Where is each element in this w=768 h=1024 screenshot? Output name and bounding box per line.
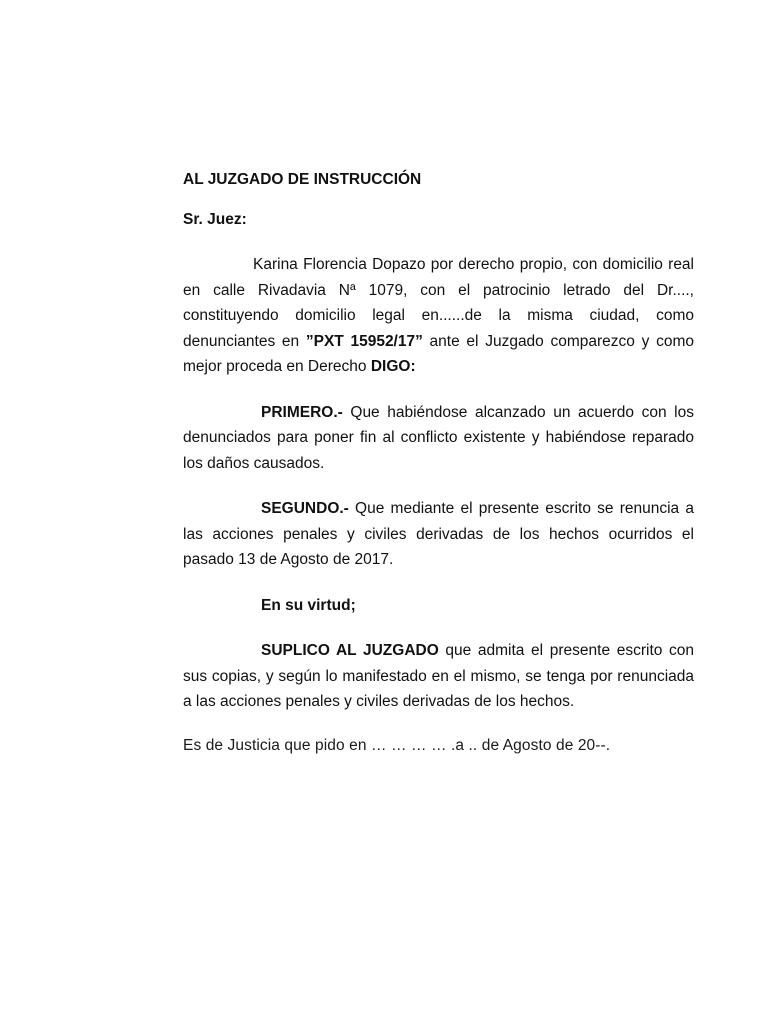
- salutation: Sr. Juez:: [183, 211, 247, 228]
- digo-label: DIGO:: [370, 358, 416, 375]
- segundo-paragraph: [183, 496, 694, 573]
- suplico-paragraph: [183, 638, 694, 715]
- intro-text-a: Karina Florencia Dopazo por derecho propio, con domicilio real en calle Rivadavia Nª 1079, con el patrocinio letrado del Dr...., constituyendo domicilio legal en......de la misma ciudad, como denunciantes en: [183, 256, 694, 350]
- document-heading: AL JUZGADO DE INSTRUCCIÓN: [183, 171, 422, 188]
- closing-line: Es de Justicia que pido en … … … … .a .. de Agosto de 20--.: [183, 736, 611, 754]
- segundo-text: Que mediante el presente escrito se renuncia a las acciones penales y civiles derivadas de los hechos ocurridos el pasado 13 de Agosto de 2017.: [183, 500, 694, 568]
- suplico-text: que admita el presente escrito con sus copias, y según lo manifestado en el mismo, se tenga por renunciada a las acciones penales y civiles derivadas de los hechos.: [183, 642, 694, 710]
- document-body: [183, 170, 694, 758]
- virtud-line: En su virtud;: [261, 596, 356, 614]
- primero-text: Que habiéndose alcanzado un acuerdo con los denunciados para poner fin al conflicto existente y habiéndose reparado los daños causados.: [183, 403, 694, 472]
- suplico-label: SUPLICO AL JUZGADO: [261, 642, 439, 659]
- intro-paragraph: [183, 252, 694, 380]
- primero-paragraph: [183, 400, 694, 477]
- segundo-label: SEGUNDO.-: [261, 500, 349, 517]
- primero-label: PRIMERO.-: [261, 403, 343, 421]
- case-reference: ”PXT 15952/17”: [305, 332, 423, 350]
- intro-text-b: ante el Juzgado comparezco y como mejor proceda en Derecho: [183, 332, 694, 375]
